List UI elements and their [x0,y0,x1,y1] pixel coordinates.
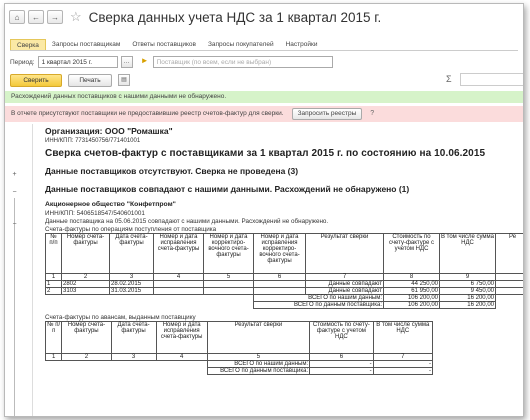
total-label: ВСЕГО по данным поставщика: [254,302,384,309]
reconcile-button[interactable]: Сверить [10,74,62,87]
back-button[interactable] [28,10,44,24]
arrow-left-icon: ← [32,12,40,22]
star-icon[interactable]: ☆ [70,9,82,24]
total-cost: 106 200,00 [384,295,440,302]
column-number: 6 [254,274,306,281]
table-header-row [46,322,433,354]
total-vat: - [373,368,432,375]
report-area [5,124,523,416]
warning-message [5,106,523,122]
supplier-field[interactable]: Поставщик (по всем, если не выбран) [153,56,333,68]
column-number: 7 [306,274,384,281]
column-number: 4 [154,274,204,281]
supplier-name: Акционерное общество "Конфетпром" [45,201,176,208]
supplier-note: Данные поставщика на 05.06.2015 совпадают с нашими данными. Расхождений не обнаружено. [45,218,329,225]
column-number: 5 [204,274,254,281]
column-header: Номер и дата исправления счета-фактуры [154,234,204,274]
table-cell [496,281,524,288]
table-cell: 9 450,00 [440,288,496,295]
column-header: Дата счета-фактуры [110,234,154,274]
total-label: ВСЕГО по нашим данным: [254,295,384,302]
table-cell [154,281,204,288]
home-button[interactable] [9,10,25,24]
report-content [45,126,523,375]
advances-table [45,321,433,375]
column-header: Номер счета-фактуры [62,322,111,354]
total-vat: - [373,361,432,368]
group-line [14,198,15,416]
column-header: Номер и дата корректиро-вочного счета-фактуры [204,234,254,274]
table-cell: Данные совпадают [306,288,384,295]
supplier-inn: ИНН/КПП: 5406518547/540601001 [45,210,145,217]
sum-field [460,73,524,86]
column-header: В том числе сумма НДС [373,322,432,354]
table-cell [204,281,254,288]
report-window [4,3,524,417]
total-row [46,295,524,302]
table-cell: 28.02.2015 [110,281,154,288]
period-label: Период: [10,58,35,66]
table-header-row [46,234,524,274]
group-gutter [5,124,33,416]
column-number: 9 [440,274,496,281]
forward-button[interactable] [47,10,63,24]
table-cell: 61 950,00 [384,288,440,295]
column-number-row [46,354,433,361]
column-header: Результат сверки [207,322,309,354]
total-vat: 16 200,00 [440,302,496,309]
title-bar [5,4,523,30]
section-1-title: Счета-фактуры по операциям поступления от поставщика [45,226,217,233]
report-title: Сверка счетов-фактур с поставщиками за 1 квартал 2015 г. по состоянию на 10.06.2015 [45,148,486,159]
period-field[interactable]: 1 квартал 2015 г. [38,56,118,68]
column-header: Номер и дата исправления корректиро-вочного счета-фактуры [254,234,306,274]
table-cell: 3103 [62,288,110,295]
expand-icon[interactable]: + [12,171,17,178]
warning-text: В отчете присутствуют поставщики не предоставившие реестр счетов-фактур для сверки. [11,110,284,117]
tab-supplier-responses[interactable]: Ответы поставщиков [132,41,196,48]
table-row[interactable] [46,281,524,288]
column-number-row [46,274,524,281]
total-label: ВСЕГО по данным поставщика: [207,368,309,375]
save-icon[interactable]: ▤ [118,74,130,86]
total-vat: 16 200,00 [440,295,496,302]
column-number: 1 [46,354,62,361]
column-header: Номер и дата исправления счета-фактуры [156,322,207,354]
tab-supplier-requests[interactable]: Запросы поставщикам [51,41,121,48]
table-cell [496,288,524,295]
help-icon[interactable]: ? [370,110,375,117]
tab-settings[interactable]: Настройки [285,41,318,48]
column-header: Результат сверки [306,234,384,274]
column-header: Стоимость по счету-фактуре с учетом НДС [310,322,373,354]
period-row [10,55,518,69]
window-title: Сверка данных учета НДС за 1 квартал 2015 г. [88,9,382,25]
matching-data-line: Данные поставщиков совпадают с нашими данными. Расхождений не обнаружено (1) [45,184,410,194]
home-icon: ⌂ [14,12,20,22]
table-cell: 2 [46,288,62,295]
column-number: 2 [62,274,110,281]
organization-name: Организация: ООО "Ромашка" [45,126,173,136]
column-number: 7 [373,354,432,361]
total-cost: 106 200,00 [384,302,440,309]
table-cell: 2802 [62,281,110,288]
column-number: 5 [207,354,309,361]
table-cell: 44 250,00 [384,281,440,288]
table-cell [254,288,306,295]
total-row [46,361,433,368]
table-cell: 1 [46,281,62,288]
arrow-right-icon: → [51,12,59,22]
total-cost: - [310,361,373,368]
purchases-table [45,233,523,309]
column-number: 3 [110,274,154,281]
arrow-icon: ► [140,56,149,65]
period-select-button[interactable]: … [121,56,133,68]
column-header: Ре [496,234,524,274]
table-cell [254,281,306,288]
tab-reconciliation[interactable]: Сверка [10,39,46,51]
request-registries-button[interactable]: Запросить реестры [292,108,363,120]
column-number: 8 [384,274,440,281]
column-header: Номер счета-фактуры [62,234,110,274]
total-cost: - [310,368,373,375]
collapse-icon[interactable]: − [12,189,17,196]
collapse-icon[interactable]: − [12,221,17,228]
column-header: № п/п [46,322,62,354]
toolbar [10,73,518,87]
column-number: 2 [62,354,111,361]
table-row[interactable] [46,288,524,295]
section-2-title: Счета-фактуры по авансам, выданным поставщику [45,314,196,321]
total-row [46,368,433,375]
column-header: № п/п [46,234,62,274]
column-header: Дата счета-фактуры [111,322,156,354]
total-row [46,302,524,309]
table-cell: 31.03.2015 [110,288,154,295]
column-header: В том числе сумма НДС [440,234,496,274]
table-cell [204,288,254,295]
table-cell: 6 750,00 [440,281,496,288]
column-number: 1 [46,274,62,281]
table-cell: Данные совпадают [306,281,384,288]
missing-data-line: Данные поставщиков отсутствуют. Сверка не проведена (3) [45,166,299,176]
success-message: Расхождений данных поставщиков с нашими данными не обнаружено. [5,91,523,103]
print-button[interactable]: Печать [68,74,112,87]
tab-divider [10,50,518,51]
tab-buyer-requests[interactable]: Запросы покупателей [207,41,274,48]
column-header: Стоимость по счету-фактуре с учетом НДС [384,234,440,274]
column-number [496,274,524,281]
organization-inn: ИНН/КПП: 7731450756/771401001 [45,138,141,144]
sum-icon: Σ [446,74,452,84]
table-cell [154,288,204,295]
column-number: 6 [310,354,373,361]
total-label: ВСЕГО по нашим данным: [207,361,309,368]
column-number: 4 [156,354,207,361]
column-number: 3 [111,354,156,361]
